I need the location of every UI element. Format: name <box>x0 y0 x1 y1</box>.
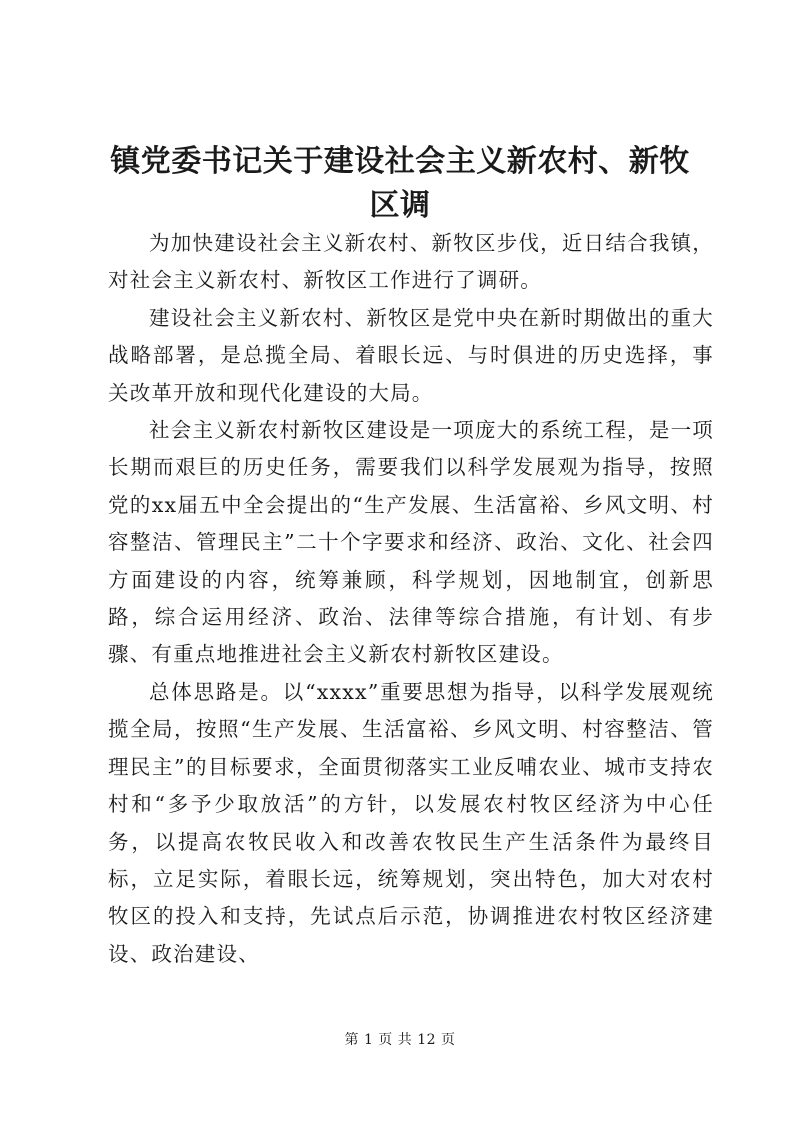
document-title: 镇党委书记关于建设社会主义新农村、新牧区调 <box>110 144 690 223</box>
paragraph-3: 社会主义新农村新牧区建设是一项庞大的系统工程，是一项长期而艰巨的历史任务，需要我们以科学发展观为指导，按照党的xx届五中全会提出的“生产发展、生活富裕、乡风文明、村容整洁、管理民主”二十个字要求和经济、政治、文化、社会四方面建设的内容，统筹兼顾，科学规划，因地制宜，创新思路，综合运用经济、政治、法律等综合措施，有计划、有步骤、有重点地推进社会主义新农村新牧区建设。 <box>108 418 714 667</box>
page-footer: 第 1 页 共 12 页 <box>344 1032 456 1048</box>
paragraph-4: 总体思路是。以“xxxx”重要思想为指导，以科学发展观统揽全局，按照“生产发展、生活富裕、乡风文明、村容整洁、管理民主”的目标要求，全面贯彻落实工业反哺农业、城市支持农村和“多予少取放活”的方针，以发展农村牧区经济为中心任务，以提高农牧民收入和改善农牧民生产生活条件为最终目标，立足实际，着眼长远，统筹规划，突出特色，加大对农村牧区的投入和支持，先试点后示范，协调推进农村牧区经济建设、政治建设、 <box>108 679 714 966</box>
document-body <box>108 225 714 973</box>
paragraph-1: 为加快建设社会主义新农村、新牧区步伐，近日结合我镇，对社会主义新农村、新牧区工作进行了调研。 <box>108 231 714 293</box>
paragraph-2: 建设社会主义新农村、新牧区是党中央在新时期做出的重大战略部署，是总揽全局、着眼长远、与时俱进的历史选择，事关改革开放和现代化建设的大局。 <box>108 305 714 405</box>
